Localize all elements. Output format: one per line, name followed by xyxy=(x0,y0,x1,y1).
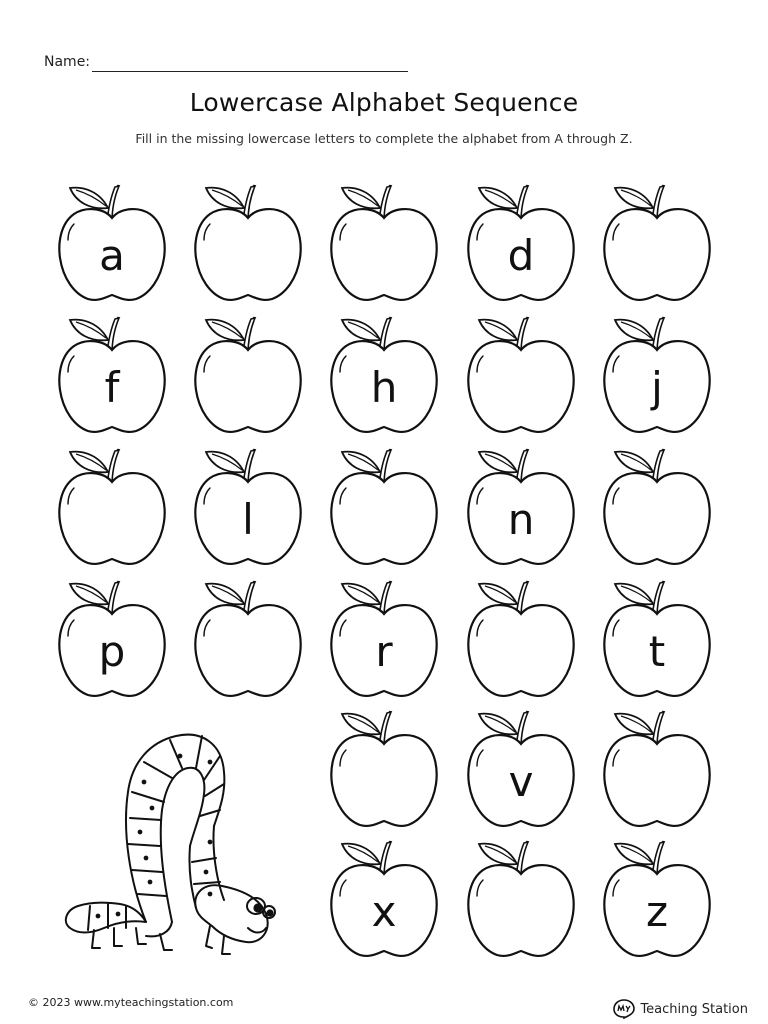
apple-letter: h xyxy=(370,363,398,412)
apple-cell-25[interactable] xyxy=(465,834,577,960)
page-title: Lowercase Alphabet Sequence xyxy=(189,88,579,117)
apple-cell-14[interactable] xyxy=(465,442,577,568)
apple-letter: n xyxy=(507,495,535,544)
apple-letter: z xyxy=(645,887,669,936)
name-line[interactable] xyxy=(92,71,408,72)
apple-icon xyxy=(328,704,440,830)
apple-icon xyxy=(465,310,577,436)
apple-letter: v xyxy=(508,757,534,806)
apple-cell-23[interactable] xyxy=(601,704,713,830)
apple-icon xyxy=(328,178,440,304)
apple-cell-24[interactable] xyxy=(328,834,440,960)
apple-cell-10[interactable] xyxy=(601,310,713,436)
apple-cell-15[interactable] xyxy=(601,442,713,568)
apple-icon xyxy=(601,442,713,568)
apple-cell-8[interactable] xyxy=(328,310,440,436)
apple-cell-3[interactable] xyxy=(328,178,440,304)
brand-name: Teaching Station xyxy=(640,1001,748,1017)
apple-cell-22[interactable] xyxy=(465,704,577,830)
apple-cell-26[interactable] xyxy=(601,834,713,960)
apple-cell-2[interactable] xyxy=(192,178,304,304)
apple-icon xyxy=(192,574,304,700)
my-logo-icon xyxy=(613,999,635,1019)
apple-cell-7[interactable] xyxy=(192,310,304,436)
apple-cell-4[interactable] xyxy=(465,178,577,304)
apple-letter: d xyxy=(507,231,535,280)
name-label: Name: xyxy=(44,54,91,70)
brand-logo xyxy=(613,998,748,1020)
instructions: Fill in the missing lowercase letters to complete the alphabet from A through Z. xyxy=(135,131,633,146)
apple-letter: f xyxy=(104,363,120,412)
apple-letter: t xyxy=(648,627,666,676)
apple-cell-20[interactable] xyxy=(601,574,713,700)
apple-letter: j xyxy=(651,363,663,412)
apple-cell-19[interactable] xyxy=(465,574,577,700)
apple-cell-21[interactable] xyxy=(328,704,440,830)
apple-cell-6[interactable] xyxy=(56,310,168,436)
apple-cell-11[interactable] xyxy=(56,442,168,568)
apple-letter: l xyxy=(242,495,254,544)
apple-cell-17[interactable] xyxy=(192,574,304,700)
apple-letter: p xyxy=(98,627,126,676)
apple-icon xyxy=(465,574,577,700)
apple-icon xyxy=(328,442,440,568)
apple-icon xyxy=(465,834,577,960)
apple-icon xyxy=(601,704,713,830)
apple-cell-18[interactable] xyxy=(328,574,440,700)
apple-letter: r xyxy=(375,627,393,676)
apple-cell-5[interactable] xyxy=(601,178,713,304)
apple-cell-13[interactable] xyxy=(328,442,440,568)
apple-icon xyxy=(192,310,304,436)
apple-cell-12[interactable] xyxy=(192,442,304,568)
copyright-text: © 2023 www.myteachingstation.com xyxy=(28,996,234,1009)
apple-cell-9[interactable] xyxy=(465,310,577,436)
apple-icon xyxy=(192,178,304,304)
apple-cell-16[interactable] xyxy=(56,574,168,700)
apple-cell-1[interactable] xyxy=(56,178,168,304)
apple-icon xyxy=(601,178,713,304)
apple-letter: x xyxy=(371,887,397,936)
apple-letter: a xyxy=(99,231,125,280)
caterpillar-illustration xyxy=(60,722,310,964)
apple-icon xyxy=(56,442,168,568)
